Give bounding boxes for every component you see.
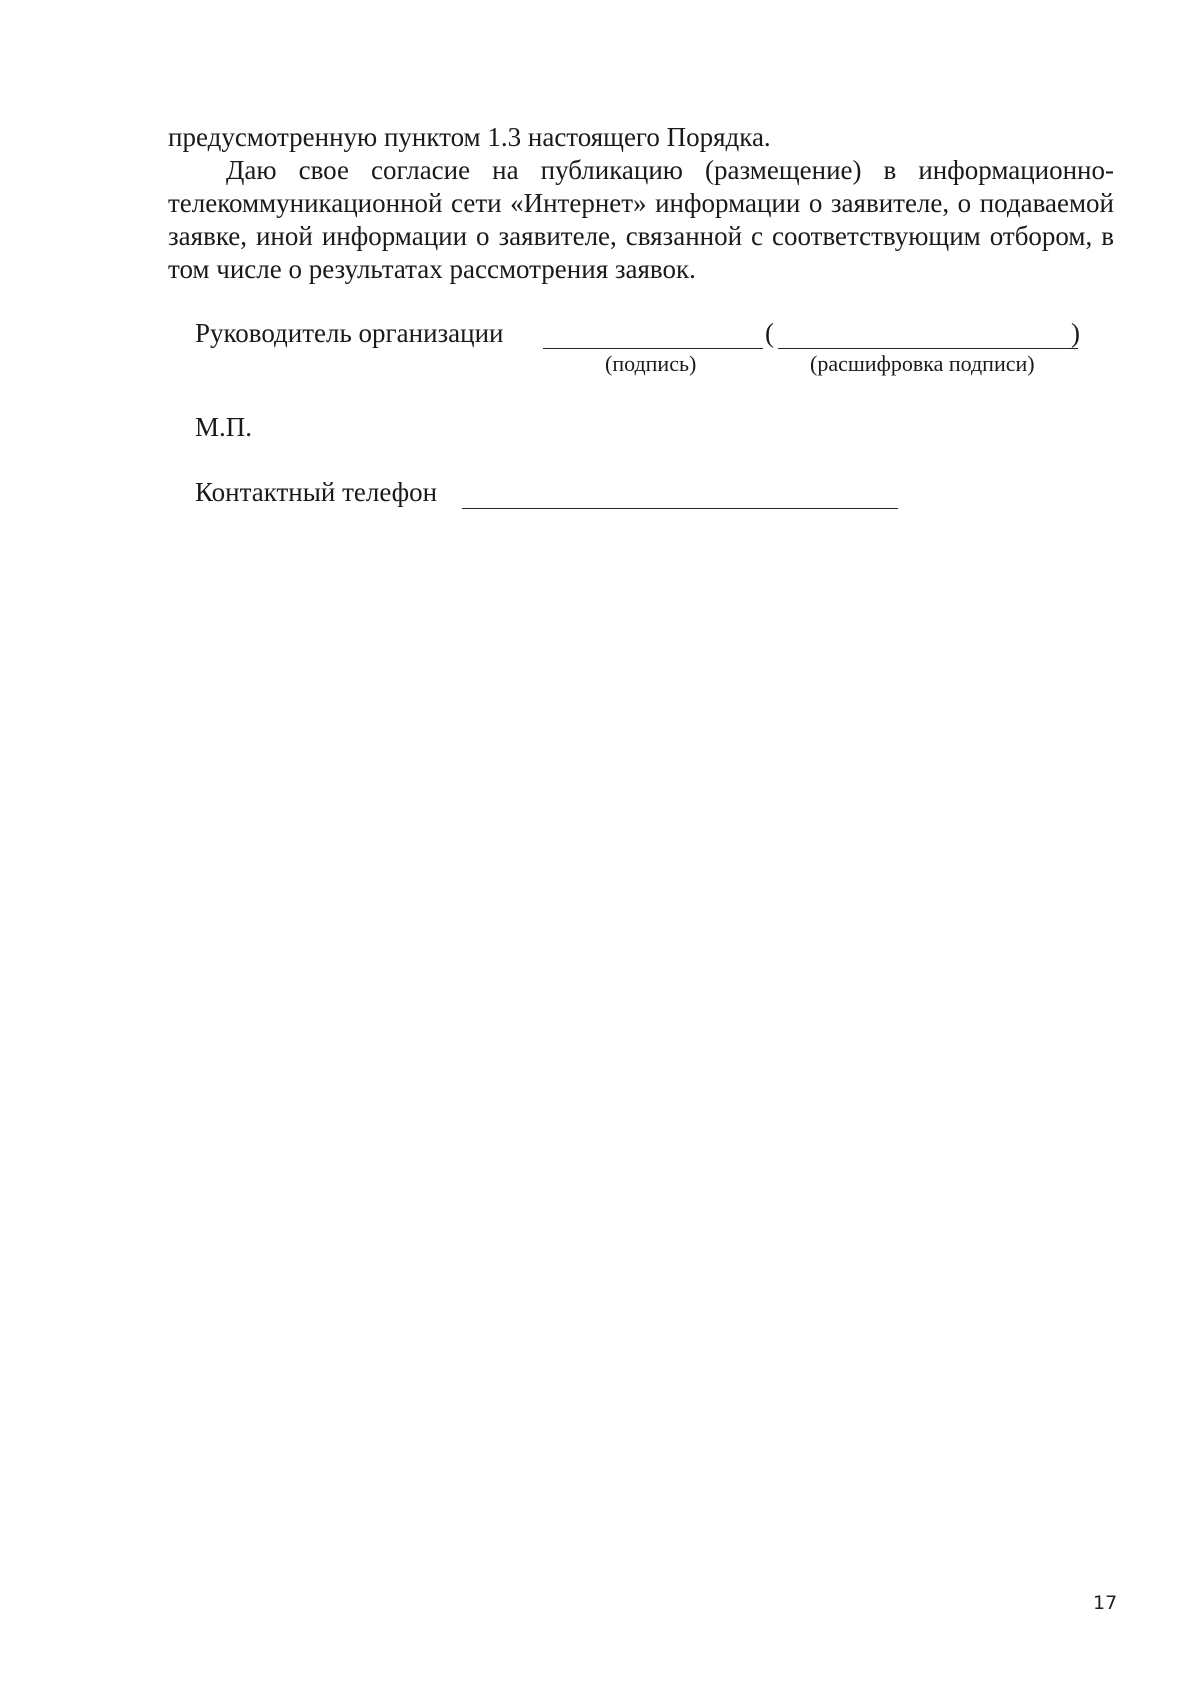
paragraph-continuation: предусмотренную пунктом 1.3 настоящего Порядка.: [168, 122, 771, 152]
signature-decoding-line: [778, 348, 1078, 349]
page-number: 17: [1093, 1592, 1118, 1614]
paragraph-consent: Даю свое согласие на публикацию (размещение) в информационно-телекоммуникационной сети «Интернет» информации о заявителе, о подаваемой заявке, иной информации о заявителе, связанной с соответствующим отбором, в том числе о результатах рассмотрения заявок.: [168, 155, 1114, 284]
head-of-organization-label: Руководитель организации: [195, 318, 504, 348]
paren-close: ): [1071, 318, 1080, 348]
signature-decoding-caption: (расшифровка подписи): [810, 351, 1035, 376]
contact-phone-line: [462, 508, 898, 509]
signature-line: [543, 348, 763, 349]
contact-phone-label: Контактный телефон: [195, 477, 438, 507]
paren-open: (: [765, 318, 774, 348]
signature-caption: (подпись): [605, 351, 697, 376]
stamp-place-label: М.П.: [195, 412, 253, 442]
